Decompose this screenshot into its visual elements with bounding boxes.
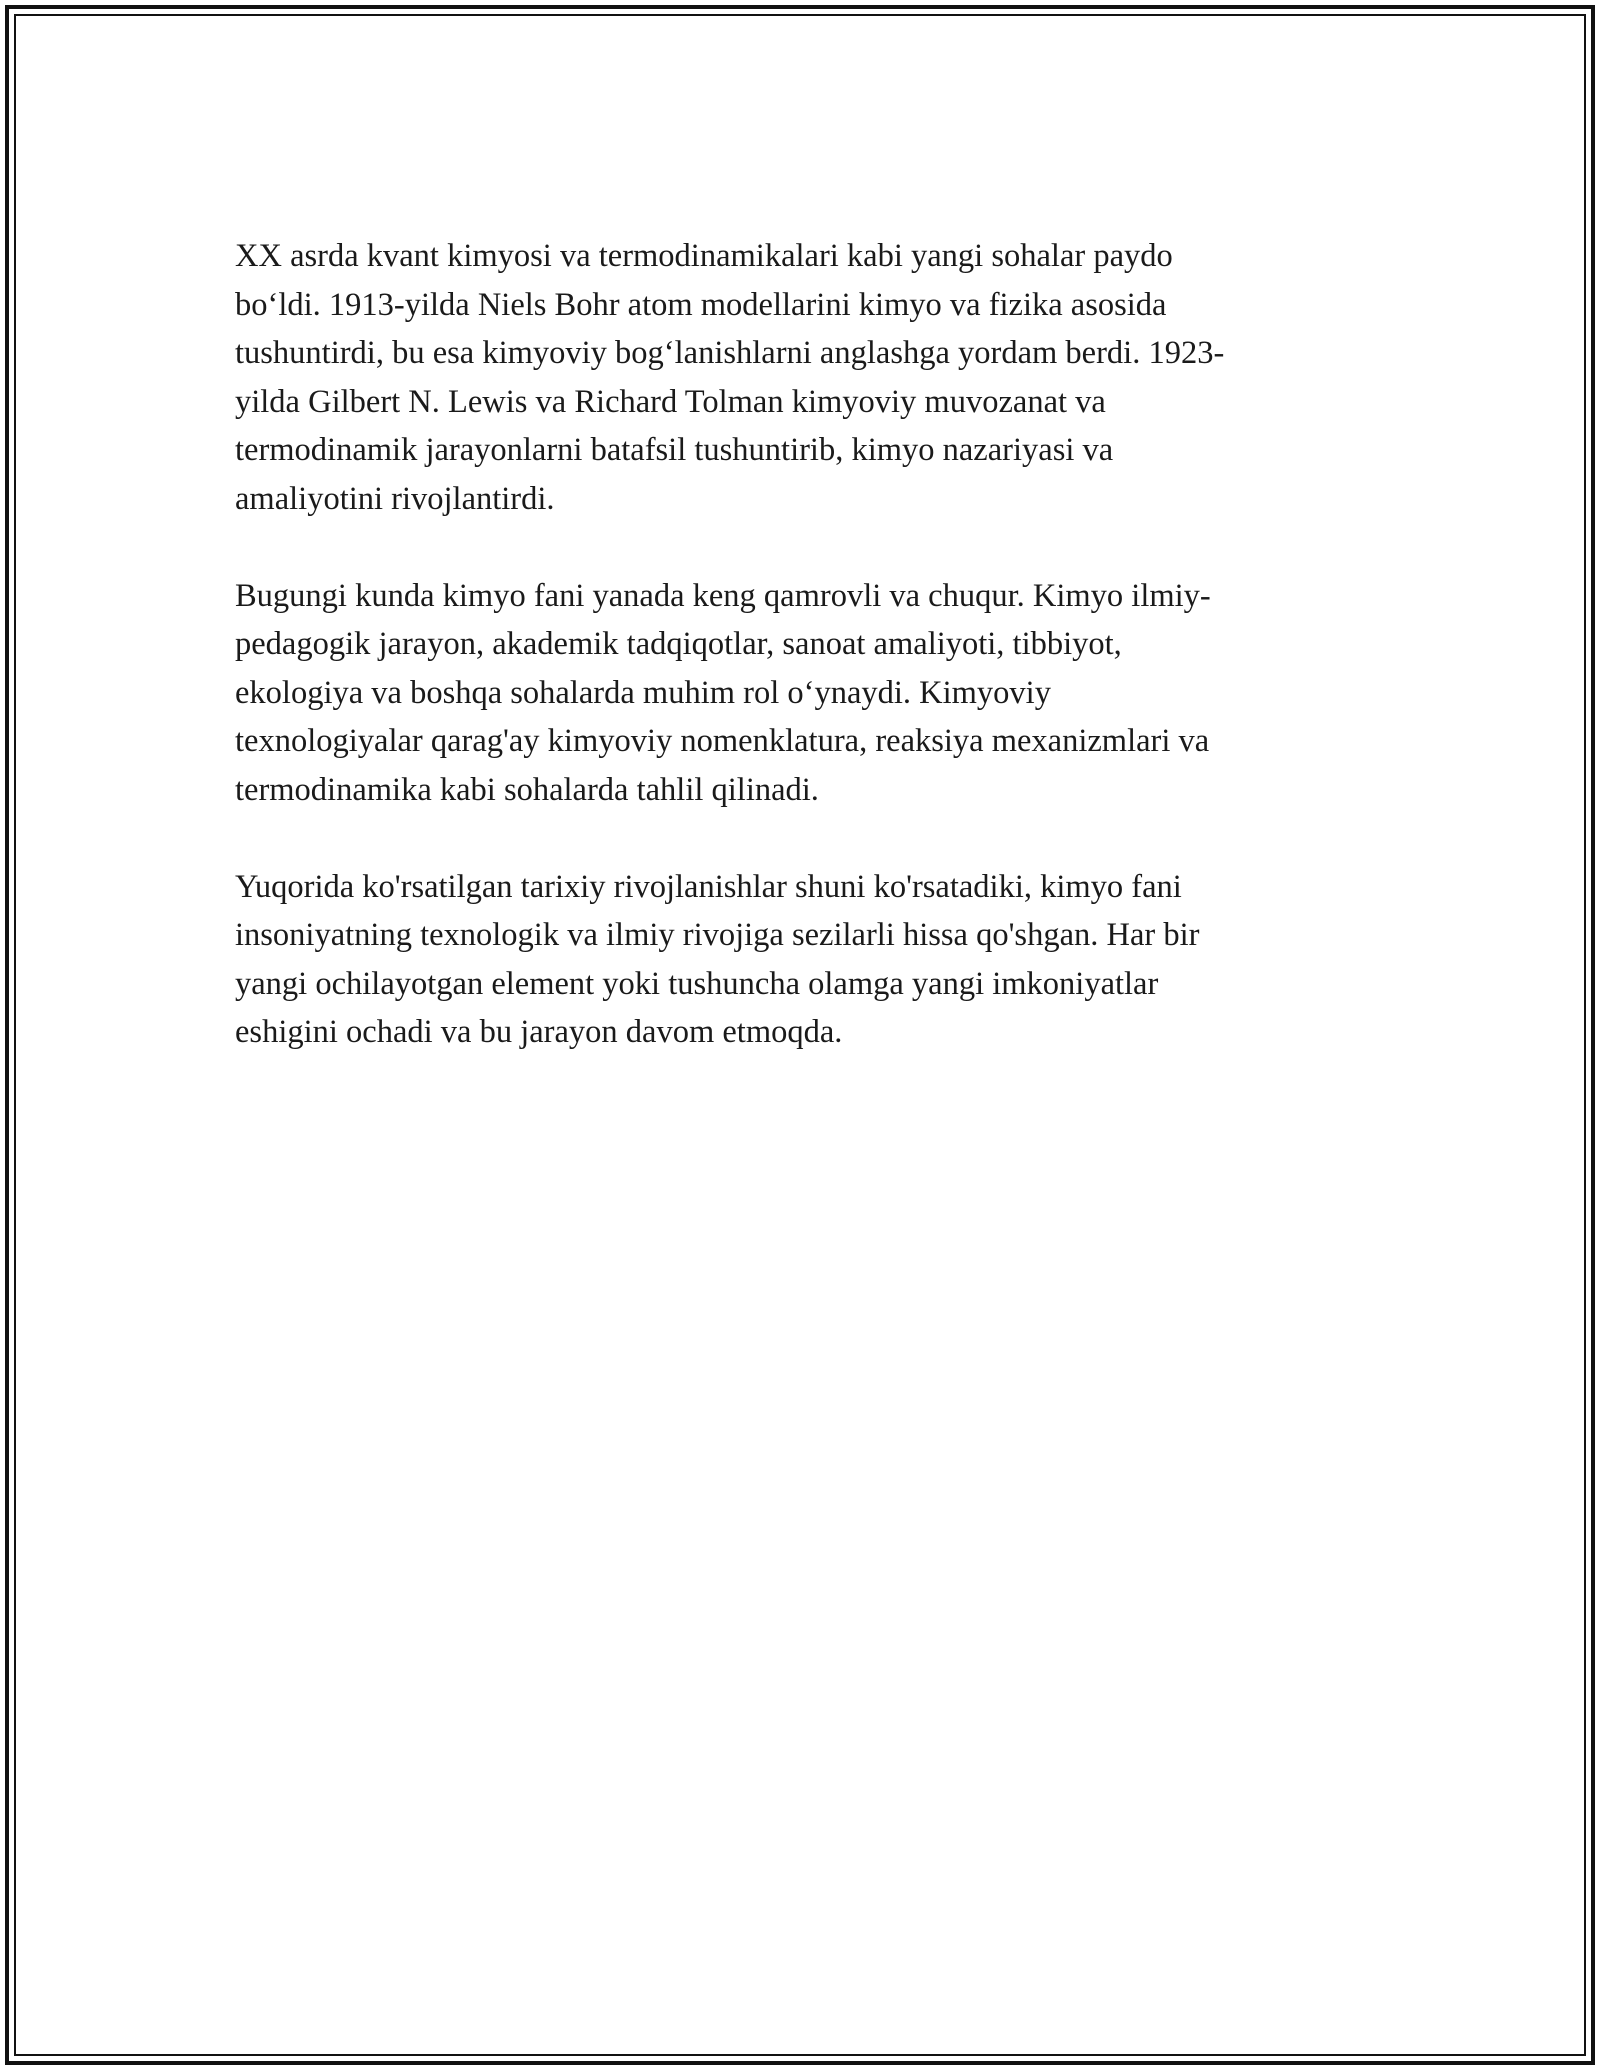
paragraph-2	[235, 572, 1360, 815]
text-line: yangi ochilayotgan element yoki tushuncha olamga yangi imkoniyatlar	[235, 965, 1159, 1002]
document-body	[235, 232, 1360, 1105]
text-line: eshigini ochadi va bu jarayon davom etmoqda.	[235, 1014, 843, 1050]
text-line: termodinamik jarayonlarni batafsil tushuntirib, kimyo nazariyasi va	[235, 432, 1114, 468]
text-line: Bugungi kunda kimyo fani yanada keng qamrovli va chuqur. Kimyo ilmiy-	[235, 577, 1211, 614]
text-line: ekologiya va boshqa sohalarda muhim rol o‘ynaydi. Kimyoviy	[235, 674, 1051, 711]
text-line: pedagogik jarayon, akademik tadqiqotlar, sanoat amaliyoti, tibbiyot,	[235, 626, 1122, 662]
paragraph-1	[235, 232, 1360, 523]
text-line: yilda Gilbert N. Lewis va Richard Tolman kimyoviy muvozanat va	[235, 383, 1106, 420]
text-line: termodinamika kabi sohalarda tahlil qilinadi.	[235, 771, 819, 808]
text-line: texnologiyalar qarag'ay kimyoviy nomenklatura, reaksiya mexanizmlari va	[235, 723, 1210, 759]
text-line: amaliyotini rivojlantirdi.	[235, 480, 555, 517]
text-line: bo‘ldi. 1913-yilda Niels Bohr atom modellarini kimyo va fizika asosida	[235, 286, 1167, 323]
text-line: tushuntirdi, bu esa kimyoviy bog‘lanishlarni anglashga yordam berdi. 1923-	[235, 335, 1225, 371]
text-line: Yuqorida ko'rsatilgan tarixiy rivojlanishlar shuni ko'rsatadiki, kimyo fani	[235, 868, 1182, 905]
text-line: XX asrda kvant kimyosi va termodinamikalari kabi yangi sohalar paydo	[235, 238, 1173, 274]
text-line: insoniyatning texnologik va ilmiy rivojiga sezilarli hissa qo'shgan. Har bir	[235, 917, 1200, 953]
paragraph-3	[235, 863, 1360, 1057]
